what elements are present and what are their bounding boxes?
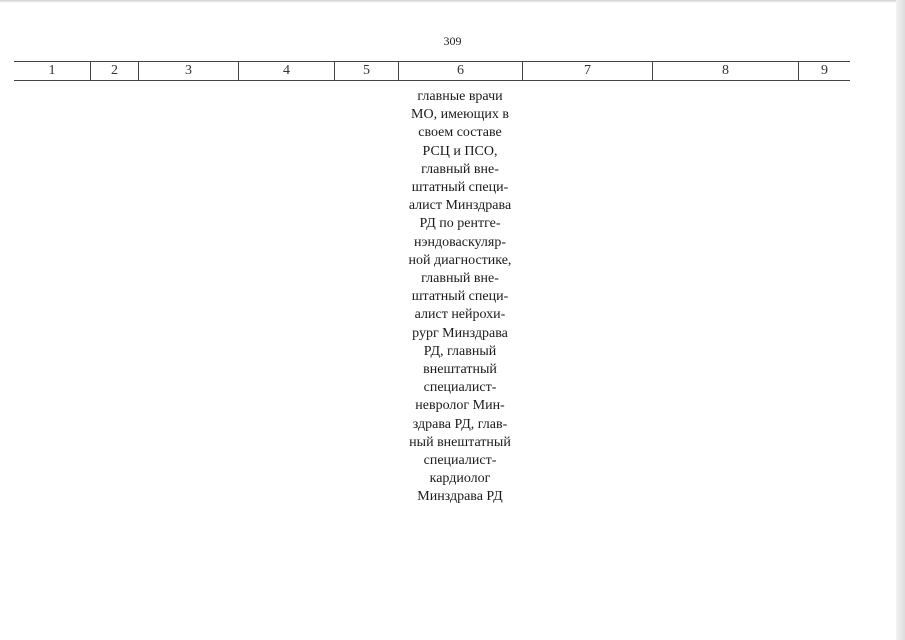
cell-line: МО, имеющих в (411, 107, 509, 123)
column-header-7: 7 (522, 62, 652, 80)
column-header-5: 5 (334, 62, 398, 80)
cell-line: специалист- (423, 453, 497, 469)
table-column-header-row (14, 61, 850, 81)
column-header-4: 4 (238, 62, 334, 80)
cell-line: штатный специ- (411, 180, 509, 196)
column6-cell-text (384, 88, 536, 507)
cell-line: главный вне- (421, 271, 499, 287)
cell-line: нэндоваскуляр- (413, 234, 507, 250)
cell-line: РСЦ и ПСО, (422, 143, 498, 159)
column-header-8: 8 (652, 62, 798, 80)
cell-line: здрава РД, глав- (412, 416, 508, 432)
cell-line: Минздрава РД (417, 489, 503, 505)
column-header-6: 6 (398, 62, 522, 80)
column-header-3: 3 (138, 62, 238, 80)
column-header-2: 2 (90, 62, 138, 80)
cell-line: ный внештатный (409, 434, 511, 450)
scan-right-edge (896, 0, 905, 640)
cell-line: РД, главный (423, 343, 497, 359)
column-header-9: 9 (798, 62, 850, 80)
scan-top-edge (0, 0, 905, 3)
cell-line: внештатный (423, 362, 497, 378)
cell-line: главный вне- (421, 161, 499, 177)
page-number: 309 (443, 34, 462, 48)
cell-line: алист нейрохи- (414, 307, 506, 323)
cell-line: рург Минздрава (412, 325, 508, 341)
cell-line: алист Минздрава (408, 198, 512, 214)
cell-line: своем составе (418, 125, 502, 141)
cell-line: ной диагностике, (408, 252, 512, 268)
cell-line: кардиолог (429, 471, 491, 487)
cell-line: невролог Мин- (415, 398, 505, 414)
cell-line: РД по рентге- (419, 216, 501, 232)
cell-line: главные врачи (417, 89, 503, 104)
cell-line: специалист- (423, 380, 497, 396)
column-header-1: 1 (48, 63, 56, 78)
cell-line: штатный специ- (411, 289, 509, 305)
